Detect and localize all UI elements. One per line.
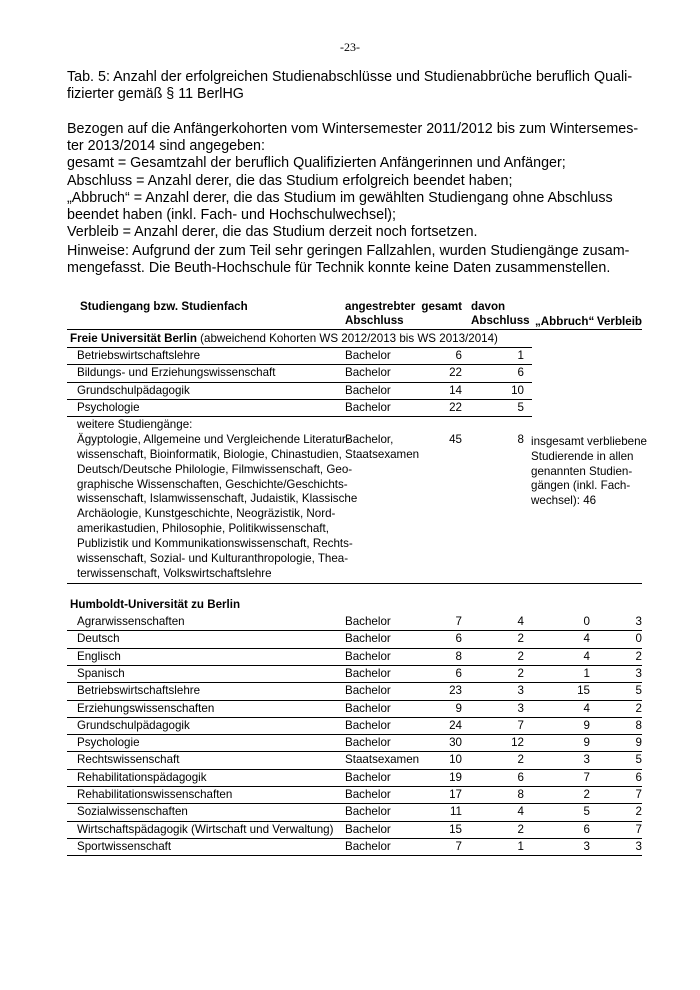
table-cell-degree: Bachelor (345, 701, 391, 715)
table-rule (67, 382, 532, 383)
table-cell-degree: Bachelor (345, 666, 391, 680)
caption-line: Tab. 5: Anzahl der erfolgreichen Studienabschlüsse und Studienabbrüche beruflich Quali- (67, 69, 633, 85)
table-rule (67, 583, 642, 584)
table-rule (67, 682, 642, 683)
table-cell-total: 7 (455, 839, 462, 853)
table-rule (67, 700, 642, 701)
table-cell-program: Archäologie, Kunstgeschichte, Neogräzistik, Nord- (77, 507, 336, 521)
table-cell-dropout: 0 (583, 615, 590, 628)
header-completed: Abschluss (471, 314, 530, 327)
table-rule (67, 803, 642, 804)
header-degree: Abschluss (345, 314, 404, 327)
table-cell-program: Grundschulpädagogik (77, 383, 190, 397)
table-cell-remaining: 7 (635, 822, 642, 836)
table-cell-completed: 10 (511, 383, 524, 397)
table-cell-total: 19 (449, 770, 462, 784)
table-cell-program: Ägyptologie, Allgemeine und Vergleichende Literatur- (77, 433, 350, 447)
definition-line: Abschluss = Anzahl derer, die das Studium erfolgreich beendet haben; (67, 172, 513, 189)
table-rule (67, 648, 642, 649)
table-rule (67, 665, 642, 666)
table-cell-degree: Bachelor (345, 805, 391, 819)
table-cell-total: 8 (455, 649, 462, 663)
header-completed: davon (471, 300, 506, 313)
definition-line: beendet haben (inkl. Fach- und Hochschulwechsel); (67, 207, 397, 224)
table-cell-program: Psychologie (77, 736, 140, 750)
table-cell-remaining: 8 (635, 718, 642, 732)
definition-line: Verbleib = Anzahl derer, die das Studium derzeit noch fortsetzen. (67, 224, 478, 241)
table-rule (67, 821, 642, 822)
table-cell-completed: 4 (517, 805, 524, 819)
table-cell-dropout: 9 (583, 736, 590, 750)
table-cell-program: Wirtschaftspädagogik (Wirtschaft und Verwaltung) (77, 822, 334, 836)
table-cell-program: terwissenschaft, Volkswirtschaftslehre (77, 566, 272, 580)
table-cell-degree: Bachelor (345, 788, 391, 801)
table-cell-completed: 6 (517, 770, 524, 784)
table-cell-degree: Bachelor (345, 736, 391, 750)
table-cell-dropout: 1 (583, 666, 590, 680)
header-program: Studiengang bzw. Studienfach (80, 300, 248, 313)
table-cell-remaining: 2 (635, 701, 642, 715)
table-caption (67, 69, 647, 103)
table-cell-remaining: 2 (635, 805, 642, 819)
remaining-note: insgesamt verbliebene (531, 435, 648, 449)
table-cell-degree: Bachelor (345, 632, 391, 646)
table-cell-remaining: 3 (635, 666, 642, 680)
table-cell-completed: 8 (517, 433, 524, 447)
table-cell-completed: 5 (517, 400, 524, 414)
table-cell-degree: Bachelor (345, 718, 391, 732)
table-cell-dropout: 15 (577, 684, 590, 698)
table-cell-program: wissenschaft, Sozial- und Kulturanthropologie, Thea- (77, 551, 349, 565)
table-cell-remaining: 5 (635, 753, 642, 767)
table-cell-program: wissenschaft, Bioinformatik, Biologie, Chinastudien, (77, 447, 342, 461)
caption-line: fizierter gemäß § 11 BerlHG (67, 86, 244, 103)
table-cell-total: 22 (449, 366, 462, 380)
table-cell-dropout: 3 (583, 753, 590, 767)
table-cell-dropout: 7 (583, 770, 590, 784)
table-cell-remaining: 5 (635, 684, 642, 698)
header-total: gesamt (421, 300, 462, 313)
table-cell-completed: 2 (517, 632, 524, 646)
table-cell-completed: 8 (517, 788, 524, 801)
section-title-hu: Humboldt-Universität zu Berlin (70, 598, 241, 611)
table-cell-degree: Bachelor (345, 366, 391, 380)
table-cell-total: 17 (449, 788, 462, 801)
table-cell-program: Erziehungswissenschaften (77, 701, 215, 715)
table-cell-program: Publizistik und Kommunikationswissenschaft, Rechts- (77, 537, 353, 550)
table-cell-total: 9 (455, 701, 462, 715)
table-cell-program: Grundschulpädagogik (77, 718, 190, 732)
table-cell-completed: 6 (517, 366, 524, 380)
table-cell-program: Agrarwissenschaften (77, 615, 185, 628)
table-rule (67, 717, 642, 718)
table-cell-program: Rechtswissenschaft (77, 753, 180, 767)
table-cell-total: 23 (449, 684, 462, 698)
table-cell-degree: Bachelor (345, 400, 391, 414)
page-number: -23- (340, 40, 360, 54)
table-cell-degree: Bachelor (345, 349, 391, 362)
table-cell-program: Sportwissenschaft (77, 839, 172, 853)
table-cell-degree: Bachelor (345, 770, 391, 784)
definition-line: „Abbruch“ = Anzahl derer, die das Studium im gewählten Studiengang ohne Abschluss (67, 189, 613, 206)
table-cell-completed: 2 (517, 822, 524, 836)
table-cell-total: 45 (449, 433, 462, 447)
table-cell-dropout: 4 (583, 632, 590, 646)
remaining-note: wechsel): 46 (531, 494, 597, 507)
remaining-note: Studierende in allen (531, 449, 634, 463)
table-rule (67, 838, 642, 839)
definition-line: ter 2013/2014 sind angegeben: (67, 138, 265, 155)
table-rule (67, 416, 532, 417)
table-cell-total: 11 (449, 805, 462, 819)
table-rule (67, 329, 642, 330)
table-cell-program: Bildungs- und Erziehungswissenschaft (77, 366, 276, 380)
definitions-paragraph (67, 121, 647, 241)
notes-paragraph (67, 243, 647, 277)
table-cell-total: 10 (449, 753, 462, 767)
table-cell-completed: 7 (517, 718, 524, 732)
table-cell-program: Rehabilitationspädagogik (77, 770, 207, 784)
table-cell-remaining: 2 (635, 649, 642, 663)
table-rule (67, 347, 532, 348)
table-cell-dropout: 5 (583, 805, 590, 819)
table-cell-completed: 4 (517, 615, 524, 628)
table-cell-degree: Bachelor, (345, 433, 394, 447)
table-cell-completed: 2 (517, 649, 524, 663)
definition-line: gesamt = Gesamtzahl der beruflich Qualifizierten Anfängerinnen und Anfänger; (67, 155, 566, 172)
header-remaining: Verbleib (596, 315, 642, 328)
table-rule (67, 751, 642, 752)
table-cell-program: Englisch (77, 649, 121, 663)
table-cell-dropout: 2 (583, 788, 590, 801)
table-cell-remaining: 7 (635, 788, 642, 801)
table-cell-program: wissenschaft, Islamwissenschaft, Judaistik, Klassische (77, 492, 358, 506)
table-cell-degree: Bachelor (345, 615, 391, 628)
table-cell-program: Deutsch/Deutsche Philologie, Filmwissenschaft, Geo- (77, 462, 353, 476)
table-cell-total: 6 (455, 349, 462, 362)
table-cell-completed: 2 (517, 666, 524, 680)
table-cell-program: Betriebswirtschaftslehre (77, 684, 201, 698)
table-cell-completed: 12 (511, 736, 524, 750)
table-cell-remaining: 0 (635, 632, 642, 646)
table-cell-program: Sozialwissenschaften (77, 805, 188, 819)
table-cell-remaining: 9 (635, 736, 642, 750)
table-cell-completed: 1 (517, 839, 524, 853)
header-dropout: „Abbruch“ (535, 315, 595, 328)
table-cell-total: 22 (449, 400, 462, 414)
table-cell-degree: Staatsexamen (345, 753, 420, 767)
table-cell-dropout: 4 (583, 701, 590, 715)
table-cell-remaining: 6 (635, 770, 642, 784)
table-cell-degree: Bachelor (345, 684, 391, 698)
table-cell-degree: Bachelor (345, 839, 391, 853)
table-cell-degree: Bachelor (345, 383, 391, 397)
table-cell-program: Psychologie (77, 400, 140, 414)
table-rule (67, 364, 532, 365)
table-cell-degree: Bachelor (345, 822, 391, 836)
table-cell-total: 7 (455, 615, 462, 628)
table-cell-dropout: 9 (583, 718, 590, 732)
table-rule (67, 399, 532, 400)
table-cell-program: Spanisch (77, 666, 125, 680)
table-cell-remaining: 3 (635, 839, 642, 853)
table-rule (67, 769, 642, 770)
table-rule (67, 630, 642, 631)
table-cell-completed: 2 (517, 753, 524, 767)
table-cell-program: Betriebswirtschaftslehre (77, 349, 201, 362)
table-cell-dropout: 6 (583, 822, 590, 836)
table-cell-remaining: 3 (635, 615, 642, 628)
table-cell-total: 6 (455, 666, 462, 680)
table-rule (67, 734, 642, 735)
table-cell-completed: 1 (517, 349, 524, 362)
table-cell-total: 30 (449, 736, 462, 750)
table-cell-degree: Staatsexamen (345, 447, 420, 461)
notes-line: mengefasst. Die Beuth-Hochschule für Technik konnte keine Daten zusammenstellen. (67, 260, 611, 277)
table-cell-program: weitere Studiengänge: (77, 418, 193, 432)
table-cell-program: amerikastudien, Philosophie, Politikwissenschaft, (77, 522, 329, 536)
table-cell-total: 15 (449, 822, 462, 836)
table-cell-total: 14 (449, 383, 462, 397)
table-cell-dropout: 4 (583, 649, 590, 663)
table-cell-program: graphische Wissenschaften, Geschichte/Geschichts- (77, 477, 348, 491)
table-cell-total: 6 (455, 632, 462, 646)
table-rule (67, 786, 642, 787)
table-cell-completed: 3 (517, 701, 524, 715)
table-cell-program: Rehabilitationswissenschaften (77, 788, 233, 801)
remaining-note: genannten Studien- (531, 464, 633, 478)
header-degree: angestrebter (345, 300, 416, 313)
notes-line: Hinweise: Aufgrund der zum Teil sehr geringen Fallzahlen, wurden Studiengänge zusam- (67, 243, 630, 259)
definition-line: Bezogen auf die Anfängerkohorten vom Wintersemester 2011/2012 bis zum Wintersemes- (67, 121, 639, 137)
remaining-note: gängen (inkl. Fach- (531, 479, 631, 493)
table-cell-total: 24 (449, 718, 462, 732)
table-rule (67, 855, 642, 856)
table-cell-degree: Bachelor (345, 649, 391, 663)
table-cell-completed: 3 (517, 684, 524, 698)
section-title-fu: Freie Universität Berlin (abweichend Kohorten WS 2012/2013 bis WS 2013/2014) (70, 332, 498, 345)
table-cell-program: Deutsch (77, 632, 120, 646)
table-cell-dropout: 3 (583, 839, 590, 853)
